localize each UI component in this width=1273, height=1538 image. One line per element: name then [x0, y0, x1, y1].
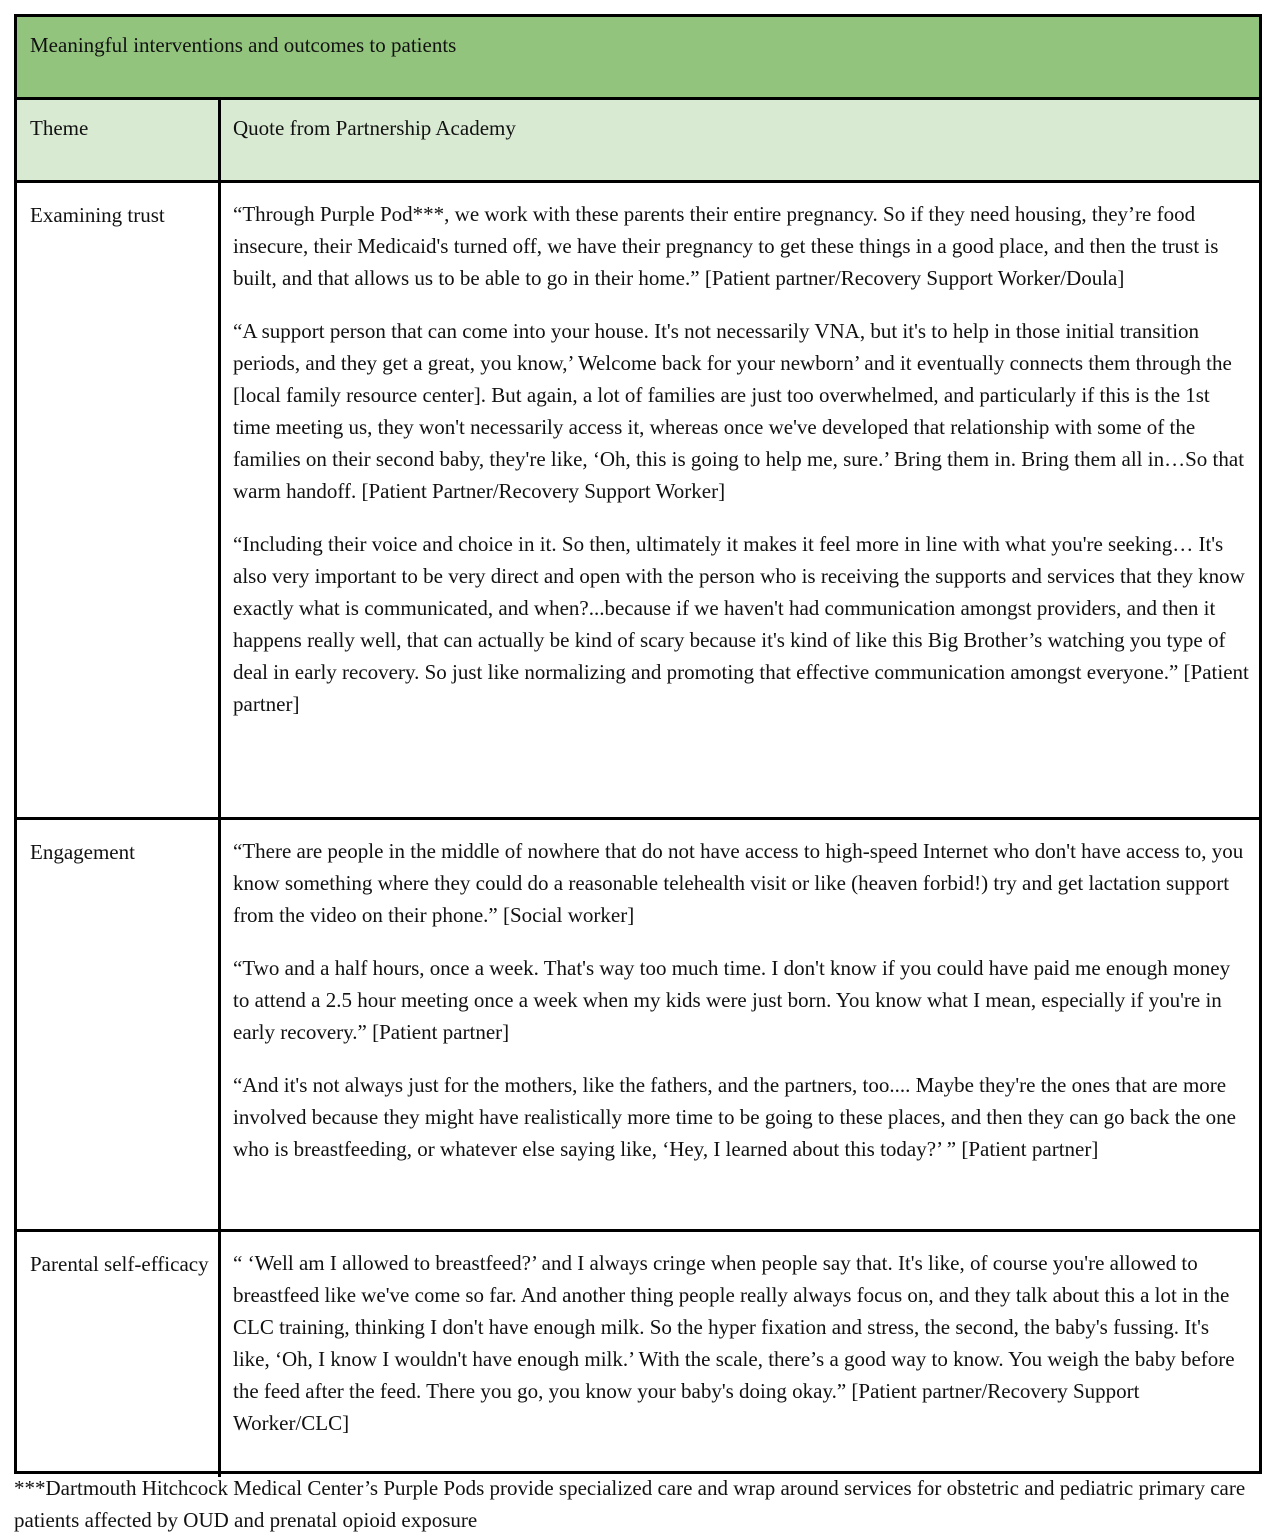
header-theme: Theme [30, 116, 89, 140]
header-quote: Quote from Partnership Academy [233, 116, 516, 140]
quote-cell [233, 198, 1251, 741]
table-row [17, 1232, 1259, 1471]
quote-paragraph: “Two and a half hours, once a week. That's way too much time. I don't know if you could have paid me enough money to attend a 2.5 hour meeting once a week when my kids were just born. You know what I mean, especially if you're in early recovery.” [Patient partner] [233, 956, 1231, 1044]
table-row [17, 820, 1259, 1232]
quote-cell [233, 835, 1251, 1186]
table-title: Meaningful interventions and outcomes to patients [30, 33, 457, 57]
theme-cell: Parental self-efficacy [30, 1252, 209, 1276]
table-header-row [17, 100, 1259, 183]
table-title-row [17, 17, 1259, 100]
themes-table [14, 14, 1262, 1474]
table-row [17, 183, 1259, 820]
footnote: ***Dartmouth Hitchcock Medical Center’s Purple Pods provide specialized care and wrap around services for obstetric and pediatric primary care patients affected by OUD and prenatal opioid exposure [14, 1476, 1246, 1532]
quote-paragraph: “ ‘Well am I allowed to breastfeed?’ and I always cringe when people say that. It's like, of course you're allowed to breastfeed like we've come so far. And another thing people really always focus on, and they talk about this a lot in the CLC training, thinking I don't have enough milk. So the hyper fixation and stress, the second, the baby's fussing. It's like, ‘Oh, I know I wouldn't have enough milk.’ With the scale, there’s a good way to know. You weigh the baby before the feed after the feed. There you go, you know your baby's doing okay.” [Patient partner/Recovery Support Worker/CLC] [233, 1251, 1235, 1435]
quote-cell [233, 1247, 1251, 1460]
quote-paragraph: “Through Purple Pod***, we work with these parents their entire pregnancy. So if they need housing, they’re food insecure, their Medicaid's turned off, we have their pregnancy to get these things in a good place, and then the trust is built, and that allows us to be able to go in their home.” [Patient partner/Recovery Support Worker/Doula] [233, 202, 1219, 290]
theme-cell: Examining trust [30, 203, 165, 227]
theme-cell: Engagement [30, 840, 135, 864]
quote-paragraph: “There are people in the middle of nowhere that do not have access to high-speed Internet who don't have access to, you know something where they could do a reasonable telehealth visit or like (heaven forbid!) try and get lactation support from the video on their phone.” [Social worker] [233, 839, 1244, 927]
quote-paragraph: “A support person that can come into your house. It's not necessarily VNA, but it's to help in those initial transition periods, and they get a great, you know,’ Welcome back for your newborn’ and it eventually connects them through the [local family resource center]. But again, a lot of families are just too overwhelmed, and particularly if this is the 1st time meeting us, they won't necessarily access it, whereas once we've developed that relationship with some of the families on their second baby, they're like, ‘Oh, this is going to help me, sure.’ Bring them in. Bring them all in…So that warm handoff. [Patient Partner/Recovery Support Worker] [233, 319, 1245, 503]
quote-paragraph: “Including their voice and choice in it. So then, ultimately it makes it feel more in line with what you're seeking… It's also very important to be very direct and open with the person who is receiving the supports and services that they know exactly what is communicated, and when?...because if we haven't had communication amongst providers, and then it happens really well, that can actually be kind of scary because it's kind of like this Big Brother’s watching you type of deal in early recovery. So just like normalizing and promoting that effective communication amongst everyone.” [Patient partner] [233, 532, 1249, 716]
quote-paragraph: “And it's not always just for the mothers, like the fathers, and the partners, too.... Maybe they're the ones that are more involved because they might have realistically more time to be going to these places, and then they can go back the one who is breastfeeding, or whatever else saying like, ‘Hey, I learned about this today?’ ” [Patient partner] [233, 1073, 1237, 1161]
